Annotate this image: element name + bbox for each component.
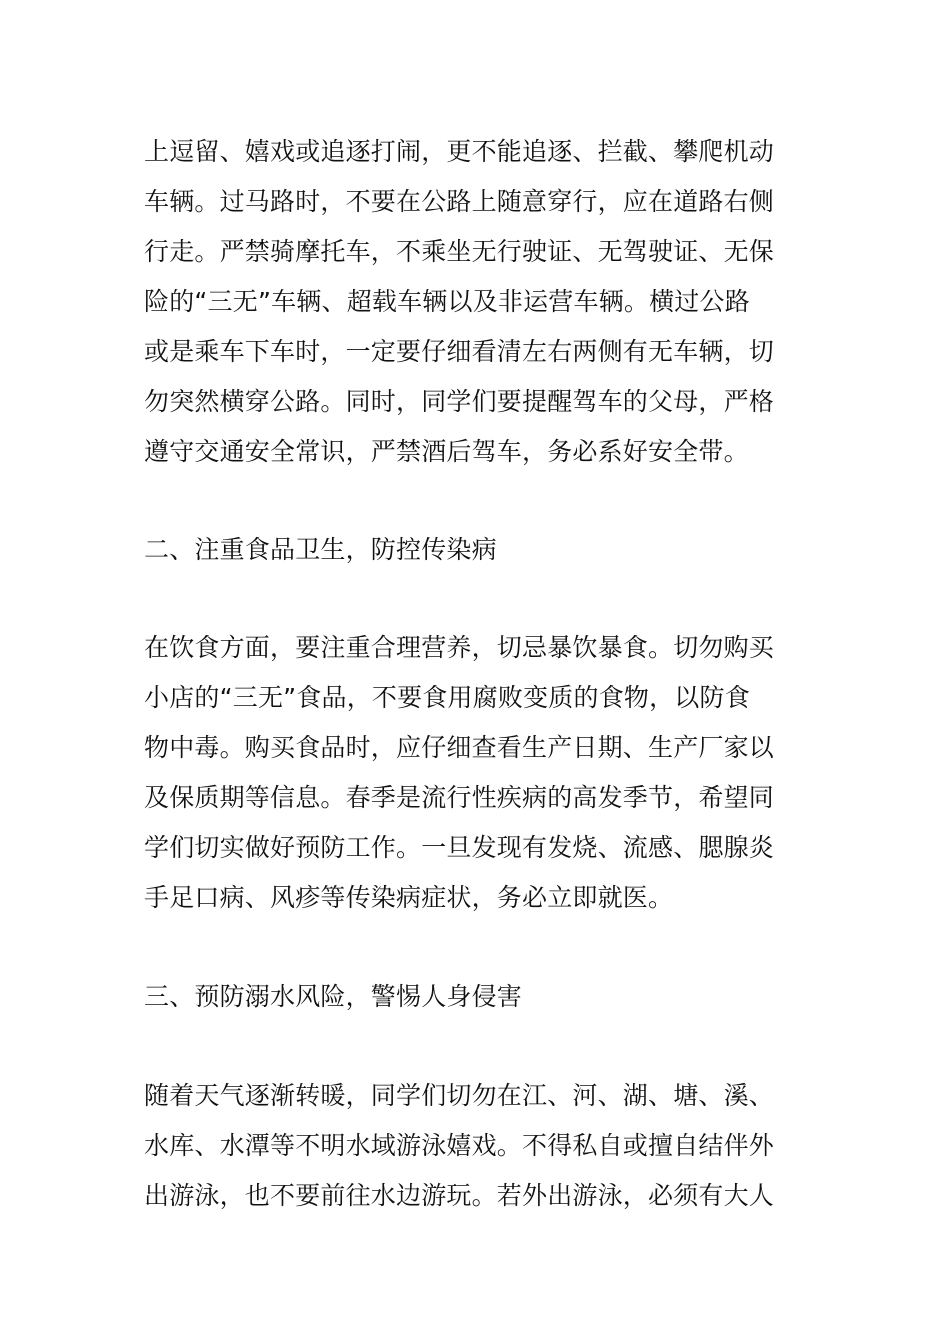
paragraph-line: 出游泳，也不要前往水边游玩。若外出游泳，必须有大人 — [144, 1181, 775, 1210]
paragraph-line: 手足口病、风疹等传染病症状，务必立即就医。 — [144, 883, 674, 912]
paragraph-traffic-safety — [144, 127, 814, 477]
paragraph-line: 物中毒。购买食品时，应仔细查看生产日期、生产厂家以 — [144, 733, 775, 762]
paragraph-food-hygiene — [144, 623, 814, 923]
paragraph-line: 及保质期等信息。春季是流行性疾病的高发季节，希望同 — [144, 783, 775, 812]
paragraph-line: 遵守交通安全常识，严禁酒后驾车，务必系好安全带。 — [144, 437, 749, 466]
paragraph-line: 学们切实做好预防工作。一旦发现有发烧、流感、腮腺炎 — [144, 833, 775, 862]
paragraph-line: 或是乘车下车时，一定要仔细看清左右两侧有无车辆，切 — [144, 337, 775, 366]
section-heading-drowning-prevention — [144, 972, 814, 1022]
paragraph-line: 车辆。过马路时，不要在公路上随意穿行，应在道路右侧 — [144, 187, 775, 216]
paragraph-line: 小店的“三无”食品，不要食用腐败变质的食物，以防食 — [144, 683, 750, 712]
paragraph-line: 行走。严禁骑摩托车，不乘坐无行驶证、无驾驶证、无保 — [144, 237, 775, 266]
paragraph-line: 随着天气逐渐转暖，同学们切勿在江、河、湖、塘、溪、 — [144, 1081, 775, 1110]
heading-text: 二、注重食品卫生，防控传染病 — [144, 535, 497, 564]
paragraph-line: 勿突然横穿公路。同时，同学们要提醒驾车的父母，严格 — [144, 387, 775, 416]
section-heading-food-hygiene — [144, 525, 814, 575]
heading-text: 三、预防溺水风险，警惕人身侵害 — [144, 982, 523, 1011]
paragraph-line: 险的“三无”车辆、超载车辆以及非运营车辆。横过公路 — [144, 287, 750, 316]
paragraph-line: 在饮食方面，要注重合理营养，切忌暴饮暴食。切勿购买 — [144, 633, 775, 662]
paragraph-line: 水库、水潭等不明水域游泳嬉戏。不得私自或擅自结伴外 — [144, 1131, 775, 1160]
paragraph-drowning-prevention — [144, 1071, 814, 1221]
paragraph-line: 上逗留、嬉戏或追逐打闹，更不能追逐、拦截、攀爬机动 — [144, 137, 775, 166]
